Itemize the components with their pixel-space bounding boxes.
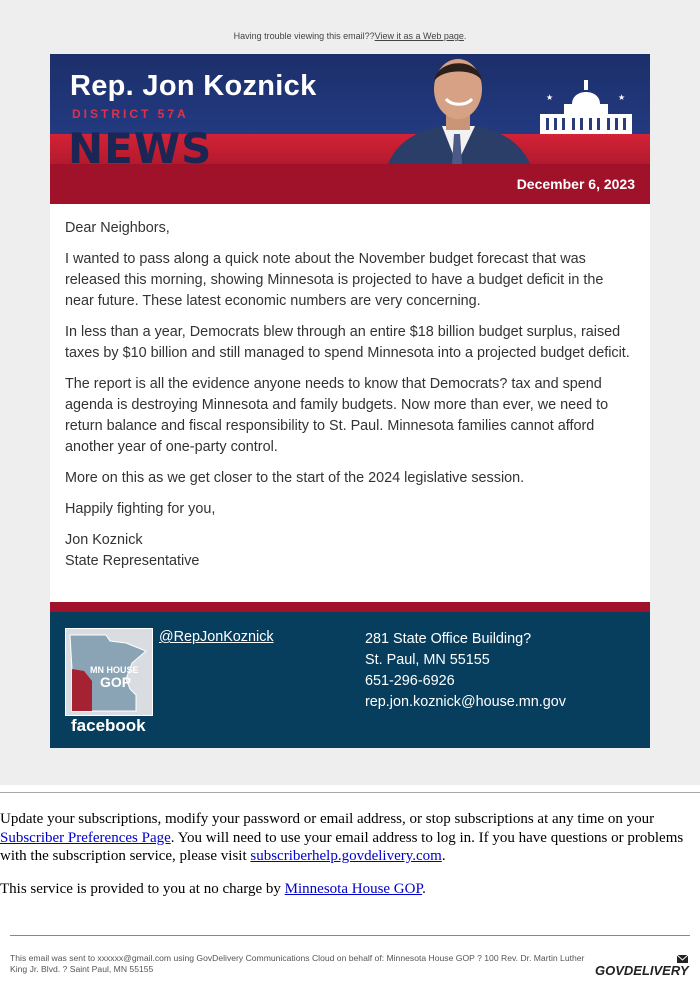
minnesota-map-icon bbox=[66, 629, 152, 715]
service-text: This service is provided to you at no charge by bbox=[0, 880, 285, 897]
paragraph-1: I wanted to pass along a quick note about the November budget forecast that was released this morning, showing Minnesota is projected to have a budget deficit in the near future. These latest economic numbers are very concerning. bbox=[65, 251, 604, 309]
subscription-paragraph bbox=[0, 810, 700, 866]
minnesota-house-gop-link[interactable]: Minnesota House GOP bbox=[284, 880, 423, 897]
logo-mn-house: MN HOUSE bbox=[90, 665, 139, 675]
divider-footer bbox=[10, 935, 690, 936]
govdelivery-logo[interactable] bbox=[595, 953, 690, 981]
service-suffix: . bbox=[422, 880, 426, 897]
greeting: Dear Neighbors, bbox=[65, 220, 170, 236]
letter-body bbox=[50, 204, 650, 602]
subscription-text-1: Update your subscriptions, modify your password or email address, or stop subscriptions at any time on your bbox=[0, 811, 655, 827]
representative-portrait bbox=[380, 54, 535, 164]
signature-name: Jon Koznick bbox=[65, 532, 143, 548]
facebook-link[interactable]: facebook bbox=[71, 716, 146, 735]
trouble-text: Having trouble viewing this email?? bbox=[233, 31, 375, 41]
closing: Happily fighting for you, bbox=[65, 501, 216, 517]
view-web-page-link[interactable]: View it as a Web page bbox=[374, 31, 464, 41]
divider bbox=[0, 792, 700, 793]
subscription-notice bbox=[0, 810, 700, 912]
svg-text:★: ★ bbox=[546, 93, 554, 102]
subscription-text-2: . You will need to use your email address to log in. If you have questions or problems with the subscription service, please visit bbox=[0, 829, 684, 864]
subscriber-preferences-link[interactable]: Subscriber Preferences Page bbox=[0, 829, 171, 846]
trouble-viewing-bar bbox=[0, 31, 700, 41]
address-line-1: 281 State Office Building? bbox=[365, 631, 532, 647]
paragraph-3: The report is all the evidence anyone needs to know that Democrats? tax and spend agenda is destroying Minnesota and family budgets. Now more than ever, we need to return balance and fiscal responsibility to St. Paul. Minnesota families cannot afford another year of one-party control. bbox=[65, 376, 609, 455]
signature bbox=[65, 530, 635, 572]
capitol-building-icon bbox=[538, 78, 634, 136]
newsletter-date: December 6, 2023 bbox=[516, 176, 635, 192]
email-container bbox=[50, 54, 650, 748]
contact-footer bbox=[50, 602, 650, 748]
govdelivery-logo-text: GOVDELIVERY bbox=[595, 963, 689, 978]
paragraph-4: More on this as we get closer to the start of the 2024 legislative session. bbox=[65, 470, 525, 486]
fine-print: This email was sent to xxxxxx@gmail.com using GovDelivery Communications Cloud on behalf of: Minnesota House GOP ? 100 Rev. Dr. Martin Luther King Jr. Blvd. ? Saint Paul, MN 55155 bbox=[10, 953, 585, 974]
signature-title: State Representative bbox=[65, 553, 200, 569]
twitter-handle-link[interactable]: @RepJonKoznick bbox=[159, 629, 274, 645]
subscription-text-3: . bbox=[441, 848, 446, 864]
contact-info bbox=[365, 629, 566, 713]
phone-number: 651-296-6926 bbox=[365, 673, 455, 689]
paragraph-2: In less than a year, Democrats blew through an entire $18 billion budget surplus, raised taxes by $10 billion and still managed to spend Minnesota into a projected budget deficit. bbox=[65, 324, 630, 361]
subscriber-help-link[interactable]: subscriberhelp.govdelivery.com bbox=[250, 848, 442, 864]
newsletter-banner bbox=[50, 54, 650, 204]
representative-name: Rep. Jon Koznick bbox=[70, 70, 317, 102]
service-paragraph bbox=[0, 880, 700, 899]
trouble-suffix: . bbox=[463, 31, 467, 41]
email-address: rep.jon.koznick@house.mn.gov bbox=[365, 694, 566, 710]
logo-gop: GOP bbox=[100, 674, 132, 690]
news-heading: NEWS bbox=[68, 124, 213, 173]
svg-text:★: ★ bbox=[618, 93, 626, 102]
district-label: DISTRICT 57A bbox=[72, 107, 189, 121]
address-line-2: St. Paul, MN 55155 bbox=[365, 652, 490, 668]
mn-house-gop-logo[interactable] bbox=[65, 628, 153, 716]
